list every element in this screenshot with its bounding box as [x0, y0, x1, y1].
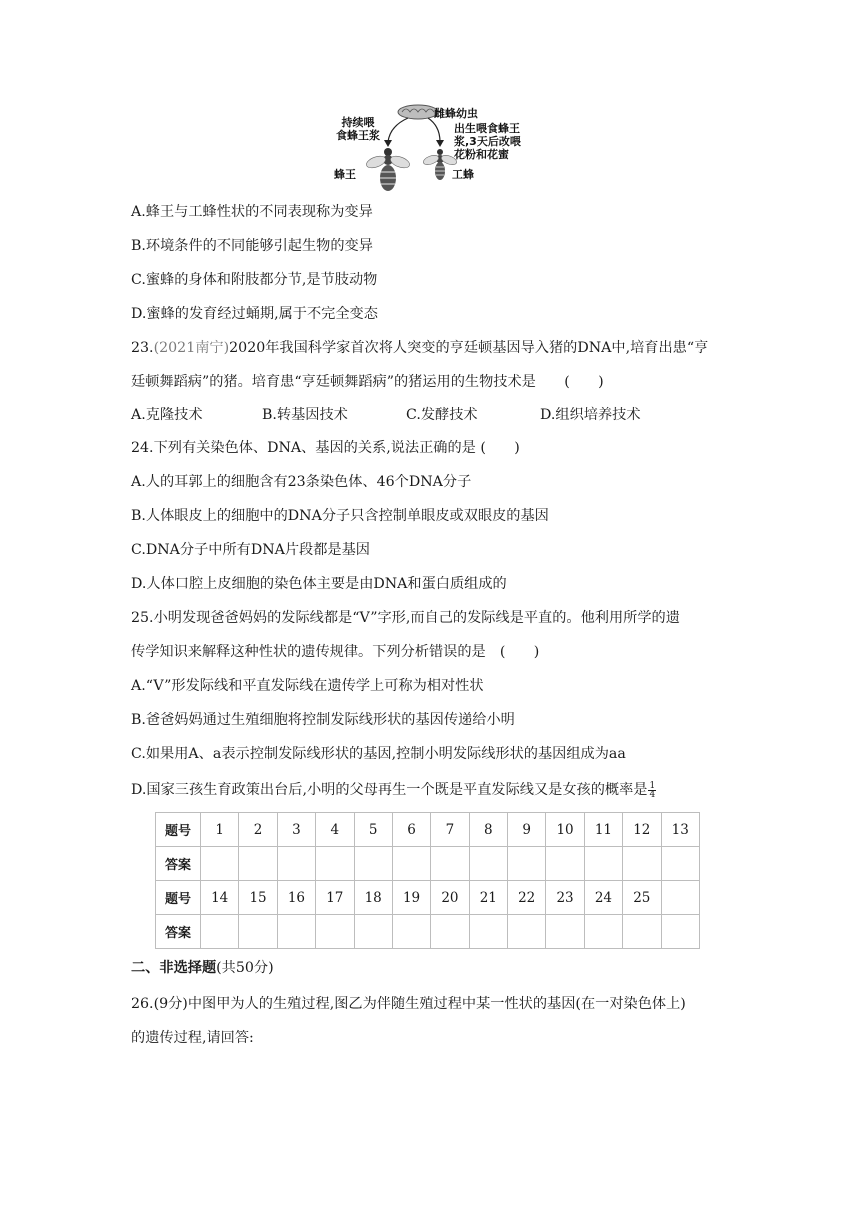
q23-number: 23. — [131, 340, 154, 356]
table-answer-label: 答案 — [156, 847, 201, 881]
table-header-label: 题号 — [156, 813, 201, 847]
table-cell: 6 — [392, 813, 430, 847]
answer-cell[interactable] — [469, 915, 507, 949]
answer-cell[interactable] — [546, 847, 584, 881]
answer-cell[interactable] — [623, 847, 661, 881]
answer-cell[interactable] — [508, 847, 546, 881]
table-cell: 9 — [508, 813, 546, 847]
q24-option-c: C.DNA分子中所有DNA片段都是基因 — [131, 542, 370, 558]
table-cell: 22 — [508, 881, 546, 915]
answer-cell[interactable] — [277, 847, 315, 881]
q23-option-a: A.克隆技术 — [131, 407, 203, 423]
q25-option-d — [131, 780, 656, 800]
section-score: (共50分) — [216, 960, 274, 976]
left-feed-label: 持续喂 食蜂王浆 — [336, 116, 380, 142]
section-title: 二、非选择题 — [131, 960, 217, 976]
table-cell: 10 — [546, 813, 584, 847]
answer-table-row-answers-2 — [156, 915, 700, 949]
table-cell: 5 — [354, 813, 392, 847]
table-cell: 15 — [239, 881, 277, 915]
q22-option-a: A.蜂王与工蜂性状的不同表现称为变异 — [131, 204, 373, 220]
answer-cell[interactable] — [623, 915, 661, 949]
table-cell: 13 — [661, 813, 700, 847]
q25-fraction: $\frac{1}{4}$ — [649, 780, 656, 800]
table-header-label: 题号 — [156, 881, 201, 915]
table-cell: 19 — [392, 881, 430, 915]
q24-option-b: B.人体眼皮上的细胞中的DNA分子只含控制单眼皮或双眼皮的基因 — [131, 508, 549, 524]
arrow-to-queen — [388, 118, 408, 142]
table-answer-label: 答案 — [156, 915, 201, 949]
q25-option-a: A.“V”形发际线和平直发际线在遗传学上可称为相对性状 — [131, 678, 484, 694]
answer-cell[interactable] — [354, 915, 392, 949]
answer-cell[interactable] — [508, 915, 546, 949]
answer-cell[interactable] — [431, 847, 469, 881]
answer-cell[interactable] — [661, 847, 700, 881]
q23-option-d: D.组织培养技术 — [540, 407, 641, 423]
q25-stem-line2: 传学知识来解释这种性状的遗传规律。下列分析错误的是 ( ) — [131, 644, 540, 660]
table-cell: 20 — [431, 881, 469, 915]
answer-cell[interactable] — [239, 847, 277, 881]
answer-cell[interactable] — [201, 847, 239, 881]
answer-table-row-numbers-2 — [156, 881, 700, 915]
table-cell: 14 — [201, 881, 239, 915]
table-cell: 1 — [201, 813, 239, 847]
answer-cell[interactable] — [546, 915, 584, 949]
table-cell: 11 — [584, 813, 622, 847]
q26-stem-line1: 26.(9分)中图甲为人的生殖过程,图乙为伴随生殖过程中某一性状的基因(在一对染色体上) — [131, 996, 686, 1012]
table-cell: 24 — [584, 881, 622, 915]
q22-option-c: C.蜜蜂的身体和附肢都分节,是节肢动物 — [131, 272, 378, 288]
answer-cell[interactable] — [392, 847, 430, 881]
answer-cell[interactable] — [316, 915, 354, 949]
table-cell: 18 — [354, 881, 392, 915]
larva-label: 雌蜂幼虫 — [434, 107, 478, 120]
queen-label: 蜂王 — [334, 168, 356, 181]
answer-cell[interactable] — [201, 915, 239, 949]
answer-cell[interactable] — [316, 847, 354, 881]
q22-option-b: B.环境条件的不同能够引起生物的变异 — [131, 238, 373, 254]
larva-icon — [398, 105, 438, 119]
section-heading — [131, 958, 274, 978]
q23-option-c: C.发酵技术 — [406, 407, 478, 423]
q24-option-a: A.人的耳郭上的细胞含有23条染色体、46个DNA分子 — [131, 474, 472, 490]
answer-table-row-answers-1 — [156, 847, 700, 881]
bee-development-figure — [330, 102, 530, 192]
answer-cell[interactable] — [239, 915, 277, 949]
q25-option-d-text: D.国家三孩生育政策出台后,小明的父母再生一个既是平直发际线又是女孩的概率是 — [131, 782, 648, 798]
q25-option-c: C.如果用A、a表示控制发际线形状的基因,控制小明发际线形状的基因组成为aa — [131, 746, 626, 762]
table-cell: 16 — [277, 881, 315, 915]
answer-cell[interactable] — [584, 847, 622, 881]
table-cell: 25 — [623, 881, 661, 915]
answer-cell[interactable] — [661, 915, 700, 949]
answer-table-row-numbers-1 — [156, 813, 700, 847]
table-cell: 23 — [546, 881, 584, 915]
q24-option-d: D.人体口腔上皮细胞的染色体主要是由DNA和蛋白质组成的 — [131, 576, 507, 592]
answer-table — [155, 812, 700, 949]
q22-option-d: D.蜜蜂的发育经过蛹期,属于不完全变态 — [131, 306, 378, 322]
table-cell: 4 — [316, 813, 354, 847]
table-cell: 17 — [316, 881, 354, 915]
queen-bee-icon — [365, 148, 411, 191]
right-feed-label: 出生喂食蜂王 浆,3天后改喂 花粉和花蜜 — [454, 122, 521, 161]
table-cell: 3 — [277, 813, 315, 847]
q23-stem-line2: 廷顿舞蹈病”的猪。培育患“亨廷顿舞蹈病”的猪运用的生物技术是 ( ) — [131, 374, 604, 390]
answer-cell[interactable] — [469, 847, 507, 881]
answer-cell[interactable] — [354, 847, 392, 881]
q25-stem-line1: 25.小明发现爸爸妈妈的发际线都是“V”字形,而自己的发际线是平直的。他利用所学的遗 — [131, 610, 680, 626]
q23-option-b: B.转基因技术 — [262, 407, 348, 423]
answer-cell[interactable] — [584, 915, 622, 949]
answer-cell[interactable] — [431, 915, 469, 949]
q23-text: 2020年我国科学家首次将人突变的亨廷顿基因导入猪的DNA中,培育出患“亨 — [229, 340, 709, 356]
table-cell: 2 — [239, 813, 277, 847]
q25-option-b: B.爸爸妈妈通过生殖细胞将控制发际线形状的基因传递给小明 — [131, 712, 515, 728]
answer-cell[interactable] — [392, 915, 430, 949]
q24-stem: 24.下列有关染色体、DNA、基因的关系,说法正确的是 ( ) — [131, 440, 520, 456]
q26-stem-line2: 的遗传过程,请回答: — [131, 1030, 254, 1046]
answer-cell[interactable] — [277, 915, 315, 949]
arrow-to-worker — [428, 118, 440, 142]
worker-label: 工蜂 — [452, 168, 474, 181]
table-cell: 7 — [431, 813, 469, 847]
q23-stem-line1 — [131, 338, 708, 358]
table-cell: 12 — [623, 813, 661, 847]
table-cell: 8 — [469, 813, 507, 847]
table-cell — [661, 881, 700, 915]
table-cell: 21 — [469, 881, 507, 915]
q23-source: (2021南宁) — [153, 340, 230, 356]
